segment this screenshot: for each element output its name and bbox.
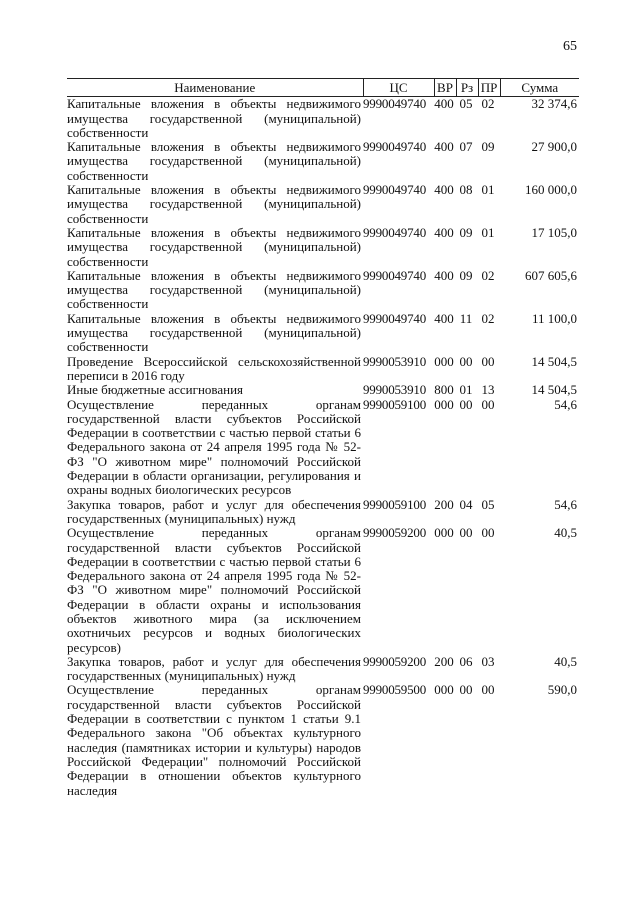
row-vr: 000 [434, 396, 454, 412]
row-rz: 04 [459, 496, 473, 512]
row-cs: 9990049740 [363, 310, 427, 326]
row-pr: 02 [481, 310, 495, 326]
row-rz: 09 [459, 224, 473, 240]
table-header [67, 79, 579, 97]
row-rz: 11 [459, 310, 473, 326]
row-name: Капитальные вложения в объекты недвижимого имущества государственной (муниципальной) собственности [67, 182, 361, 226]
row-vr: 000 [434, 353, 454, 369]
row-name: Иные бюджетные ассигнования [67, 382, 244, 398]
row-vr: 000 [434, 682, 454, 698]
row-vr: 800 [434, 382, 454, 398]
table-row [67, 683, 579, 797]
header-pr: ПР [478, 79, 500, 97]
row-pr: 01 [481, 224, 495, 240]
table-row [67, 183, 579, 226]
row-rz: 00 [459, 396, 473, 412]
row-rz: 05 [459, 96, 473, 112]
row-rz: 00 [459, 525, 473, 541]
row-name: Капитальные вложения в объекты недвижимого имущества государственной (муниципальной) собственности [67, 96, 361, 140]
row-pr: 09 [481, 139, 495, 155]
header-rz: Рз [456, 79, 478, 97]
row-name: Закупка товаров, работ и услуг для обеспечения государственных (муниципальных) нужд [67, 496, 361, 526]
row-cs: 9990049740 [363, 139, 427, 155]
row-sum: 17 105,0 [531, 224, 577, 240]
row-name: Осуществление переданных органам государственной власти субъектов Российской Федерации в соответствии с пунктом 1 статьи 9.1 Федерального закона "Об объектах культурного наследия (памятниках истории и культуры) народов Российской Федерации" полномочий Российской Федерации в отношении объектов культурного наследия [67, 682, 361, 798]
row-sum: 40,5 [554, 653, 577, 669]
row-vr: 400 [434, 267, 454, 283]
row-cs: 9990059500 [363, 682, 427, 698]
table-row [67, 398, 579, 498]
row-rz: 06 [459, 653, 473, 669]
row-cs: 9990049740 [363, 224, 427, 240]
row-sum: 27 900,0 [531, 139, 577, 155]
row-name: Капитальные вложения в объекты недвижимого имущества государственной (муниципальной) собственности [67, 139, 361, 183]
row-cs: 9990059200 [363, 653, 427, 669]
table-row [67, 140, 579, 183]
row-rz: 08 [459, 182, 473, 198]
row-vr: 200 [434, 653, 454, 669]
table-row [67, 269, 579, 312]
table-row [67, 97, 579, 140]
row-name: Капитальные вложения в объекты недвижимого имущества государственной (муниципальной) собственности [67, 224, 361, 269]
table-row [67, 655, 579, 684]
header-sum: Сумма [500, 79, 579, 97]
row-cs: 9990053910 [363, 382, 427, 398]
table-row [67, 226, 579, 269]
row-cs: 9990059100 [363, 496, 427, 512]
row-rz: 09 [459, 267, 473, 283]
row-sum: 14 504,5 [531, 382, 577, 398]
row-sum: 40,5 [554, 525, 577, 541]
header-name: Наименование [67, 79, 363, 97]
row-name: Закупка товаров, работ и услуг для обеспечения государственных (муниципальных) нужд [67, 653, 361, 684]
row-sum: 14 504,5 [531, 353, 577, 369]
row-cs: 9990059100 [363, 396, 427, 412]
table-row [67, 312, 579, 355]
table-row [67, 498, 579, 527]
row-vr: 400 [434, 96, 454, 112]
row-pr: 00 [481, 396, 495, 412]
header-vr: ВР [434, 79, 456, 97]
budget-table [67, 78, 579, 798]
row-pr: 03 [481, 653, 495, 669]
row-rz: 01 [459, 382, 473, 398]
row-name: Проведение Всероссийской сельскохозяйственной переписи в 2016 году [67, 353, 361, 383]
table-row [67, 383, 579, 397]
row-vr: 400 [434, 139, 454, 155]
table-row [67, 526, 579, 655]
row-cs: 9990049740 [363, 182, 427, 198]
row-rz: 00 [459, 353, 473, 369]
row-vr: 000 [434, 525, 454, 541]
row-rz: 07 [459, 139, 473, 155]
row-rz: 00 [459, 682, 473, 698]
row-cs: 9990049740 [363, 96, 427, 112]
row-pr: 00 [481, 353, 495, 369]
row-sum: 54,6 [554, 396, 577, 412]
row-sum: 32 374,6 [531, 96, 577, 112]
row-sum: 160 000,0 [525, 182, 577, 198]
row-sum: 11 100,0 [531, 310, 577, 326]
row-cs: 9990053910 [363, 353, 427, 369]
row-cs: 9990059200 [363, 525, 427, 541]
row-pr: 02 [481, 96, 495, 112]
row-sum: 54,6 [554, 496, 577, 512]
row-cs: 9990049740 [363, 267, 427, 283]
row-pr: 13 [481, 382, 495, 398]
row-vr: 200 [434, 496, 454, 512]
row-pr: 02 [481, 267, 495, 283]
row-name: Капитальные вложения в объекты недвижимого имущества государственной (муниципальной) собственности [67, 267, 361, 312]
row-sum: 607 605,6 [525, 267, 577, 283]
row-name: Осуществление переданных органам государственной власти субъектов Российской Федерации в соответствии с частью первой статьи 6 Федерального закона от 24 апреля 1995 года № 52-ФЗ "О животном мире" полномочий Российской Федерации в области организации, регулирования и охраны водных биологических ресурсов [67, 396, 361, 498]
row-sum: 590,0 [547, 682, 577, 698]
row-name: Осуществление переданных органам государственной власти субъектов Российской Федерации в соответствии с частью первой статьи 6 Федерального закона от 24 апреля 1995 года № 52-ФЗ "О животном мире" полномочий Российской Федерации в области охраны и использования объектов животного мира (за исключением охотничьих ресурсов и водных биологических ресурсов) [67, 525, 361, 655]
row-pr: 00 [481, 525, 495, 541]
table-row [67, 355, 579, 384]
header-cs: ЦС [363, 79, 434, 97]
row-pr: 05 [481, 496, 495, 512]
row-vr: 400 [434, 310, 454, 326]
row-name: Капитальные вложения в объекты недвижимого имущества государственной (муниципальной) собственности [67, 310, 361, 355]
page-number: 65 [563, 39, 577, 54]
row-vr: 400 [434, 224, 454, 240]
table-body [67, 97, 579, 798]
row-vr: 400 [434, 182, 454, 198]
row-pr: 00 [481, 682, 495, 698]
row-pr: 01 [481, 182, 495, 198]
